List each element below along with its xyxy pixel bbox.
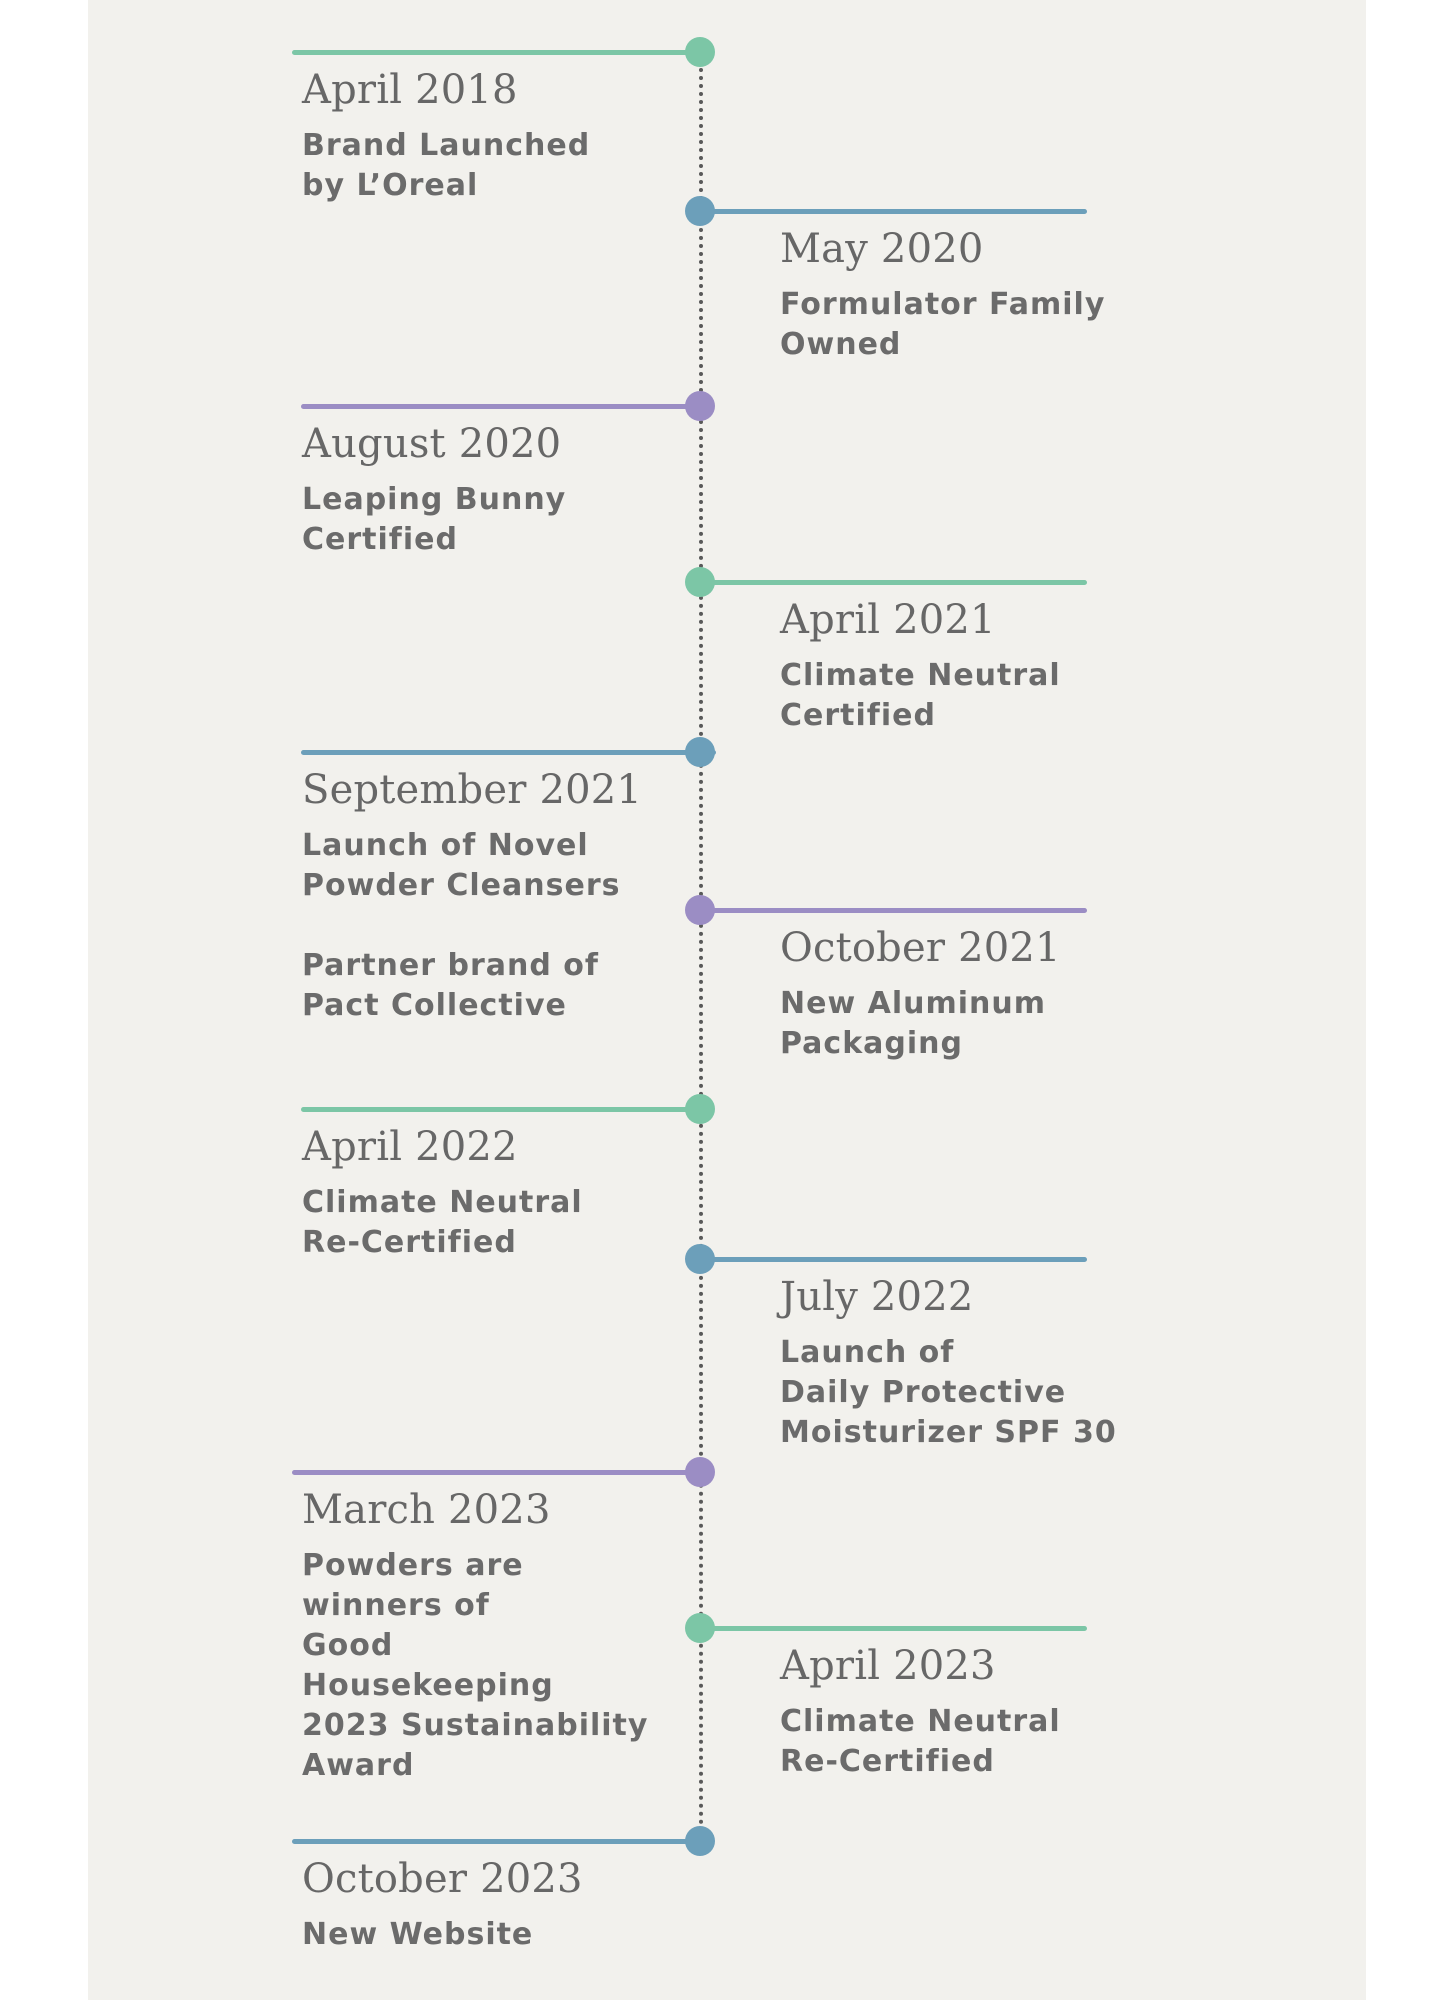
event-description <box>780 1702 1061 1782</box>
event-description-line: Re-Certified <box>780 1744 995 1779</box>
connector-line <box>700 1257 1087 1262</box>
connector-line <box>700 908 1087 913</box>
connector-line <box>700 209 1087 214</box>
event-description-line: Launch of <box>780 1335 955 1370</box>
timeline-node <box>685 1244 715 1274</box>
event-date: April 2021 <box>780 597 996 643</box>
event-date: September 2021 <box>302 767 643 813</box>
event-description <box>780 1333 1117 1453</box>
event-date: March 2023 <box>302 1487 551 1533</box>
event-date: May 2020 <box>780 226 984 272</box>
event-extra-description-line: Partner brand of <box>302 948 599 983</box>
event-date: April 2022 <box>302 1124 518 1170</box>
timeline-event <box>780 225 1105 365</box>
connector-line <box>292 1839 700 1844</box>
event-description <box>302 126 590 206</box>
connector-line <box>301 404 700 409</box>
connector-line <box>301 1107 700 1112</box>
timeline-event <box>302 66 590 206</box>
timeline-event <box>780 1642 1061 1782</box>
timeline-node <box>685 1826 715 1856</box>
event-description-line: Re-Certified <box>302 1225 517 1260</box>
timeline-node <box>685 196 715 226</box>
timeline-event <box>302 1486 648 1786</box>
timeline-event <box>780 1273 1117 1453</box>
timeline-node <box>685 567 715 597</box>
timeline-node <box>685 1613 715 1643</box>
event-description <box>302 1183 583 1263</box>
event-description-line: Award <box>302 1748 415 1783</box>
event-date: October 2021 <box>780 925 1061 971</box>
event-extra-description-line: Pact Collective <box>302 988 567 1023</box>
connector-line <box>700 580 1087 585</box>
connector-line <box>301 750 716 755</box>
event-description-line: Certified <box>302 522 458 557</box>
event-description-line: Climate Neutral <box>302 1185 583 1220</box>
timeline-node <box>685 1094 715 1124</box>
timeline-event <box>780 596 1061 736</box>
timeline-event <box>780 924 1061 1064</box>
event-extra-description <box>302 946 642 1026</box>
timeline-node <box>685 37 715 67</box>
event-date: August 2020 <box>302 421 562 467</box>
event-description-line: by L’Oreal <box>302 168 479 203</box>
timeline-event <box>302 1855 583 1955</box>
event-description-line: New Aluminum <box>780 986 1046 1021</box>
timeline-event <box>302 766 642 1026</box>
event-description <box>780 285 1105 365</box>
event-description-line: 2023 Sustainability <box>302 1708 649 1743</box>
event-description-line: Formulator Family <box>780 287 1106 322</box>
connector-line <box>292 50 700 55</box>
event-description <box>302 826 642 906</box>
event-description <box>780 984 1061 1064</box>
event-description-line: Brand Launched <box>302 128 591 163</box>
event-description-line: New Website <box>302 1917 534 1952</box>
event-description-line: Powders are <box>302 1548 524 1583</box>
event-description <box>780 656 1061 736</box>
timeline-node <box>685 895 715 925</box>
event-description-line: Climate Neutral <box>780 1704 1061 1739</box>
timeline-spine <box>699 52 703 1850</box>
timeline-event <box>302 420 566 560</box>
event-description-line: Moisturizer SPF 30 <box>780 1415 1117 1450</box>
event-date: July 2022 <box>780 1274 974 1320</box>
event-description-line: winners of <box>302 1588 490 1623</box>
event-date: April 2018 <box>302 67 518 113</box>
event-description-line: Daily Protective <box>780 1375 1067 1410</box>
event-description-line: Climate Neutral <box>780 658 1061 693</box>
timeline-event <box>302 1123 583 1263</box>
event-description-line: Leaping Bunny <box>302 482 567 517</box>
event-description-line: Housekeeping <box>302 1668 554 1703</box>
event-date: October 2023 <box>302 1856 583 1902</box>
timeline-node <box>685 737 715 767</box>
event-description-line: Certified <box>780 698 936 733</box>
event-description-line: Good <box>302 1628 394 1663</box>
connector-line <box>700 1626 1087 1631</box>
event-description-line: Launch of Novel <box>302 828 589 863</box>
timeline-node <box>685 391 715 421</box>
event-description <box>302 1915 583 1955</box>
event-description-line: Owned <box>780 327 902 362</box>
event-date: April 2023 <box>780 1643 996 1689</box>
event-description <box>302 1546 648 1786</box>
event-description <box>302 480 566 560</box>
connector-line <box>292 1470 700 1475</box>
timeline-node <box>685 1457 715 1487</box>
event-description-line: Powder Cleansers <box>302 868 621 903</box>
event-description-line: Packaging <box>780 1026 963 1061</box>
